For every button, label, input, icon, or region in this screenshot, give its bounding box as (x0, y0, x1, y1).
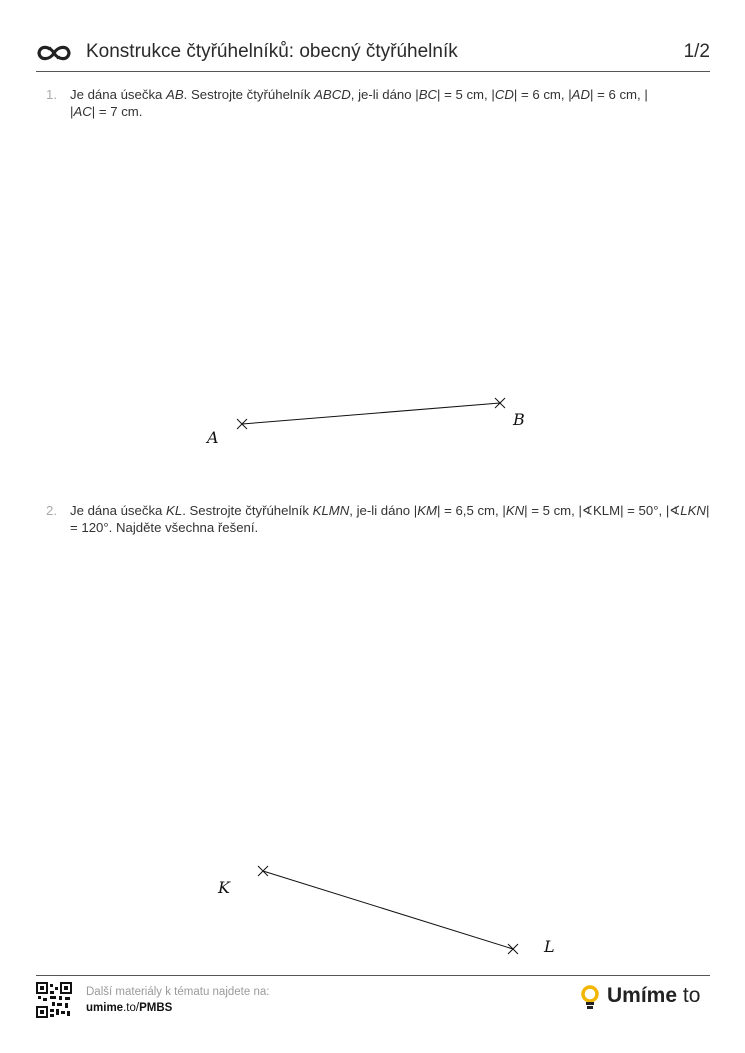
task-number: 2. (46, 503, 57, 518)
task-number: 1. (46, 87, 57, 102)
qr-code-icon[interactable] (36, 982, 72, 1018)
footer-more-label: Další materiály k tématu najdete na: (86, 986, 270, 998)
brand-logo (581, 984, 709, 1012)
point-k-mark (258, 866, 268, 876)
point-l-label: L (544, 937, 555, 956)
task-text: Je dána úsečka AB. Sestrojte čtyřúhelník ABCD, je-li dáno |BC| = 5 cm, |CD| = 6 cm, |AD| = 6 cm, | |AC| = 7 cm. (70, 87, 648, 119)
page-number: 1/2 (683, 41, 710, 62)
lightbulb-icon (581, 985, 599, 1011)
point-l-mark (508, 944, 518, 954)
point-a-label: A (207, 428, 219, 447)
segment-ab (205, 398, 525, 447)
brand-text: Umíme to (607, 984, 701, 1007)
page-title: Konstrukce čtyřúhelníků: obecný čtyřúhelník (86, 41, 458, 62)
task-text: Je dána úsečka KL. Sestrojte čtyřúhelník KLMN, je-li dáno |KM| = 6,5 cm, |KN| = 5 cm, |∢KLM| = 50°, |∢LKN| = 120°. Najděte všechna řešení. (70, 503, 710, 535)
footer-divider (36, 975, 710, 976)
footer-more-info (86, 984, 269, 1016)
point-k-label: K (218, 878, 230, 897)
point-b-label: B (513, 410, 525, 429)
segment-kl (217, 866, 555, 956)
footer-link[interactable]: umime.to/PMBS (86, 1002, 173, 1014)
